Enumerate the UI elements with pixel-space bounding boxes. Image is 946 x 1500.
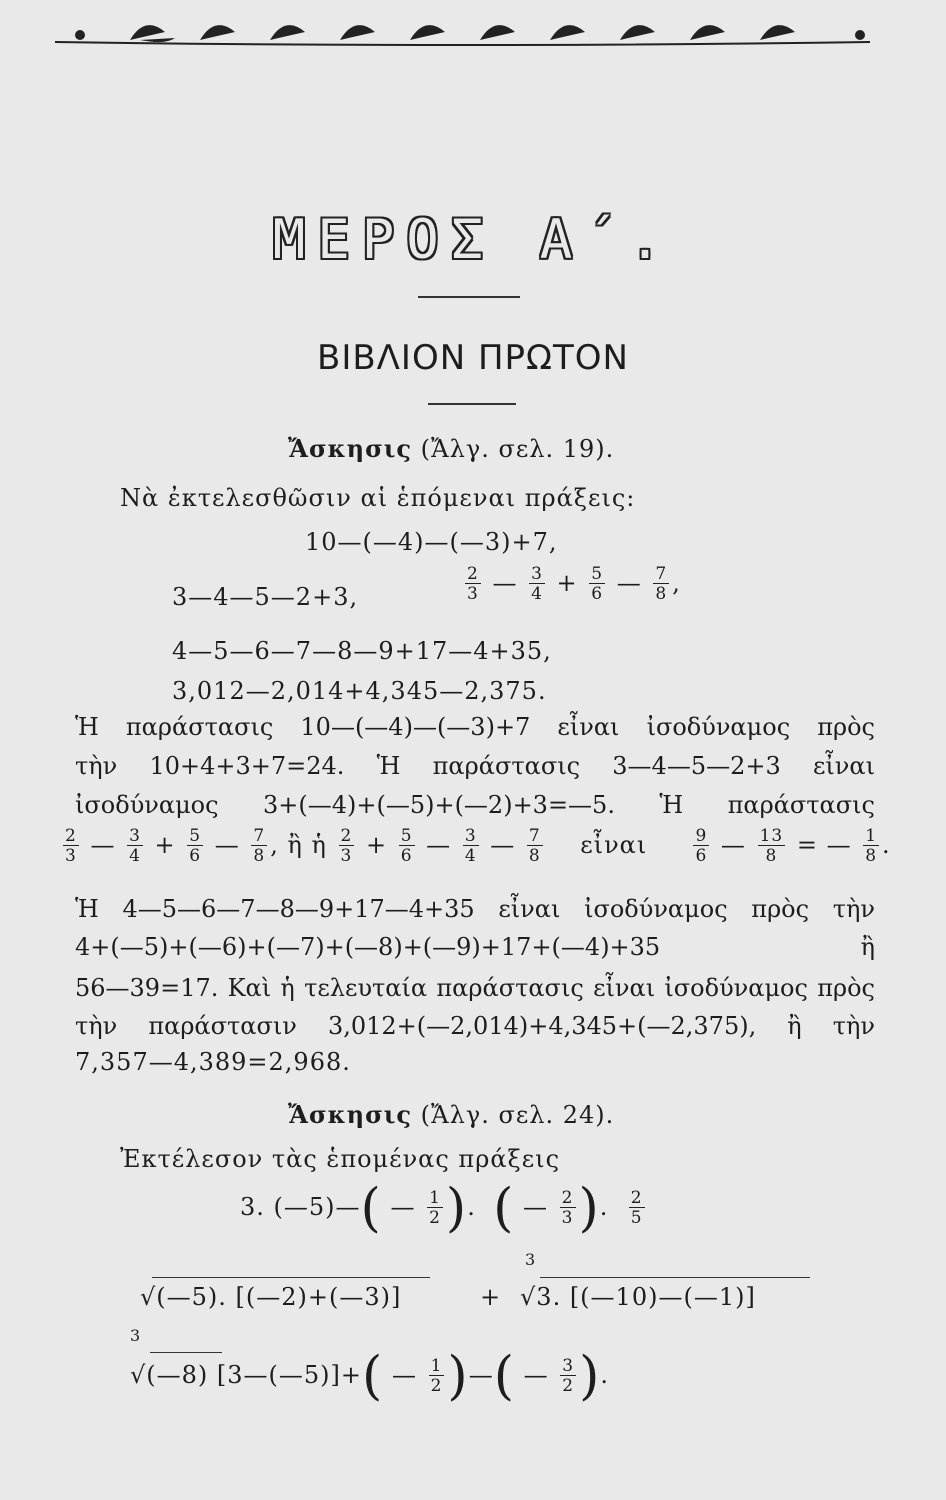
solution-line: τὴν παράστασιν 3,012+(—2,014)+4,345+(—2,375), ἢ τὴν: [75, 1012, 875, 1040]
root-index: 3: [130, 1326, 141, 1345]
exercise-expression: 3. (—5)—( — $\frac{1}{2}$ ). ( — $\frac{2}{3}$ ). $\frac{2}{5}$: [240, 1178, 643, 1239]
expression: 3,012—2,014+4,345—2,375.: [172, 677, 547, 705]
expression: 4—5—6—7—8—9+17—4+35,: [172, 637, 552, 665]
ornament-border: [0, 10, 946, 60]
radical-bar: [152, 1277, 430, 1278]
radical-bar: [540, 1277, 810, 1278]
exercise-expression: √3. [(—10)—(—1)]: [520, 1283, 756, 1311]
divider: [428, 403, 516, 405]
expression: 3—4—5—2+3,: [172, 583, 359, 611]
root-index: 3: [525, 1250, 536, 1269]
fraction-expression: $\frac{2}{3}$ — $\frac{3}{4}$ + $\frac{5}{6}$ — $\frac{7}{8}$ , ἢ ἡ $\frac{2}{3}$ + $\frac{5}{6}$ — $\frac{3}{4}$ — $\frac{7}{8}$ εἶναι $\frac{9}{6}$ — $\frac{13}{8}$ = — $\frac{1}{8}$ .: [65, 826, 891, 866]
divider: [418, 296, 520, 298]
exercise-heading: Ἄσκησις (Ἄλγ. σελ. 24).: [288, 1100, 615, 1129]
solution-line: 7,357—4,389=2,968.: [75, 1048, 351, 1076]
exercise-instruction: Νὰ ἐκτελεσθῶσιν αἱ ἑπόμεναι πράξεις:: [120, 484, 636, 512]
solution-line: 56—39=17. Καὶ ἡ τελευταία παράστασις εἶναι ἰσοδύναμος πρὸς: [75, 974, 875, 1002]
exercise-heading: Ἄσκησις (Ἄλγ. σελ. 19).: [288, 434, 615, 463]
part-title: ΜΕΡΟΣ Α΄.: [272, 208, 674, 271]
exercise-instruction: Ἐκτέλεσον τὰς ἑπομένας πράξεις: [120, 1145, 561, 1173]
plus-sign: +: [480, 1283, 502, 1311]
fraction-expression: $\frac{2}{3}$ — $\frac{3}{4}$ + $\frac{5}{6}$ — $\frac{7}{8}$ ,: [467, 564, 681, 604]
exercise-expression: √(—8) [3—(—5)]+( — $\frac{1}{2}$ )—( — $\frac{3}{2}$ ).: [130, 1346, 610, 1407]
solution-line: 4+(—5)+(—6)+(—7)+(—8)+(—9)+17+(—4)+35 ἢ: [75, 933, 875, 961]
solution-line: ἰσοδύναμος 3+(—4)+(—5)+(—2)+3=—5. Ἡ παράστασις: [75, 791, 875, 819]
exercise-expression: √(—5). [(—2)+(—3)]: [140, 1283, 402, 1311]
radical-bar: [150, 1352, 222, 1353]
book-title: ΒΙΒΛΙΟΝ ΠΡΩΤΟΝ: [317, 338, 629, 378]
solution-line: Ἡ παράστασις 10—(—4)—(—3)+7 εἶναι ἰσοδύναμος πρὸς: [75, 713, 875, 741]
solution-line: Ἡ 4—5—6—7—8—9+17—4+35 εἶναι ἰσοδύναμος πρὸς τὴν: [75, 895, 875, 923]
expression: 10—(—4)—(—3)+7,: [305, 528, 558, 556]
solution-line: τὴν 10+4+3+7=24. Ἡ παράστασις 3—4—5—2+3 εἶναι: [75, 752, 875, 780]
